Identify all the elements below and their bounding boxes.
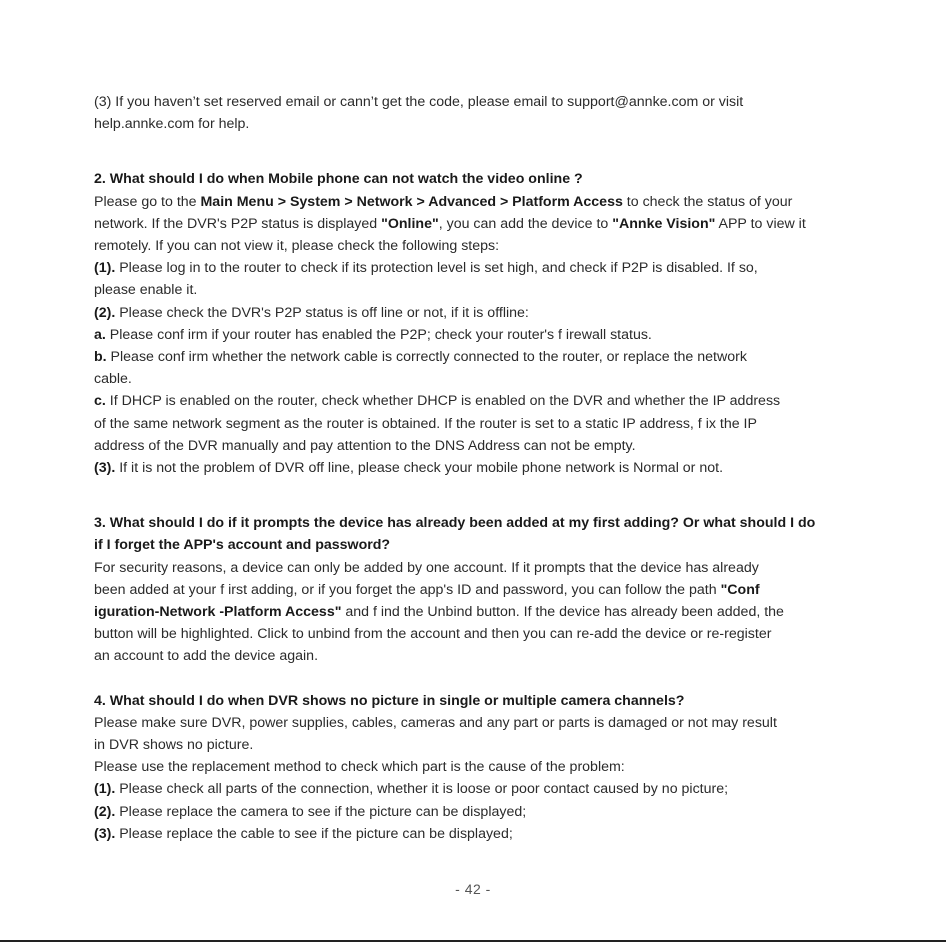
sub-text: If DHCP is enabled on the router, check whether DHCP is enabled on the DVR and whether the IP address	[105, 393, 781, 410]
sub-label: a.	[94, 326, 106, 343]
q4-paragraph-line: Please use the replacement method to check which part is the cause of the problem:	[94, 759, 625, 776]
q2-text: to check the status of your	[622, 193, 793, 210]
step-label: (1).	[94, 260, 116, 277]
q2-menu-path: Main Menu > System > Network > Advanced > Platform Access	[200, 193, 623, 210]
q3-text: and f ind the Unbind button. If the device has already been added, the	[341, 604, 784, 621]
q4-paragraph-line: in DVR shows no picture.	[94, 737, 254, 754]
step-text: Please replace the cable to see if the picture can be displayed;	[115, 825, 513, 842]
sub-label: c.	[94, 393, 106, 410]
step-text: Please replace the camera to see if the picture can be displayed;	[115, 803, 527, 820]
step-text: If it is not the problem of DVR off line, please check your mobile phone network is Normal or not.	[115, 460, 724, 477]
q2-paragraph-line	[94, 191, 864, 213]
step-text: Please check the DVR's P2P status is off line or not, if it is offline:	[115, 304, 529, 321]
q4-step-2	[94, 801, 864, 823]
q3-path: iguration-Network -Platform Access"	[94, 604, 342, 621]
q4-paragraph-line: Please make sure DVR, power supplies, cables, cameras and any part or parts is damaged or not may result	[94, 714, 777, 731]
q2-sub-c-cont: of the same network segment as the router is obtained. If the router is set to a static IP address, f ix the IP	[94, 415, 757, 432]
step-label: (1).	[94, 781, 116, 798]
sub-label: b.	[94, 349, 107, 366]
q2-sub-b-cont: cable.	[94, 371, 132, 388]
q3-text: been added at your f irst adding, or if you forget the app's ID and password, you can follow the path	[94, 581, 721, 598]
q2-step-2	[94, 302, 864, 324]
q3-heading-cont: if I forget the APP's account and password?	[94, 537, 391, 554]
step-label: (2).	[94, 803, 116, 820]
q2-paragraph-line	[94, 213, 864, 235]
q2-step-1-cont: please enable it.	[94, 282, 198, 299]
q2-text: network. If the DVR's P2P status is displayed	[94, 215, 382, 232]
q2-sub-a	[94, 324, 864, 346]
bottom-divider	[0, 940, 946, 942]
q2-text: , you can add the device to	[438, 215, 613, 232]
q2-sub-b	[94, 346, 864, 368]
q4-step-1	[94, 778, 864, 800]
q2-step-1	[94, 257, 864, 279]
q3-paragraph-line	[94, 579, 864, 601]
q2-app-name: "Annke Vision"	[612, 215, 716, 232]
q2-step-3	[94, 457, 864, 479]
q4-step-3	[94, 823, 864, 845]
q2-sub-c-cont: address of the DVR manually and pay attention to the DNS Address can not be empty.	[94, 437, 636, 454]
intro-line-2: help.annke.com for help.	[94, 116, 250, 133]
document-body	[94, 91, 864, 845]
q3-heading: 3. What should I do if it prompts the device has already been added at my first adding? Or what should I do	[94, 515, 816, 532]
q3-paragraph-line: an account to add the device again.	[94, 648, 319, 665]
step-label: (3).	[94, 825, 116, 842]
intro-line-1: (3) If you haven’t set reserved email or cann’t get the code, please email to support@annke.com or visit	[94, 94, 744, 110]
q2-paragraph-line: remotely. If you can not view it, please check the following steps:	[94, 238, 500, 255]
step-text: Please check all parts of the connection, whether it is loose or poor contact caused by no picture;	[115, 781, 729, 798]
step-text: Please log in to the router to check if its protection level is set high, and check if P2P is disabled. If so,	[115, 260, 758, 277]
sub-text: Please conf irm whether the network cable is correctly connected to the router, or replace the network	[106, 349, 747, 366]
q2-sub-c	[94, 390, 864, 412]
q2-text: APP to view it	[715, 215, 806, 232]
sub-text: Please conf irm if your router has enabled the P2P; check your router's f irewall status.	[105, 326, 652, 343]
q3-paragraph-line: For security reasons, a device can only be added by one account. If it prompts that the device has already	[94, 559, 759, 576]
q4-heading: 4. What should I do when DVR shows no picture in single or multiple camera channels?	[94, 692, 685, 709]
q3-paragraph-line	[94, 601, 864, 623]
step-label: (2).	[94, 304, 116, 321]
q3-paragraph-line: button will be highlighted. Click to unbind from the account and then you can re-add the device or re-register	[94, 626, 772, 643]
q3-path: "Conf	[720, 581, 760, 598]
q2-heading: 2. What should I do when Mobile phone can not watch the video online ?	[94, 171, 583, 188]
q2-online-status: "Online"	[381, 215, 439, 232]
step-label: (3).	[94, 460, 116, 477]
q2-text: Please go to the	[94, 193, 201, 210]
page-number: - 42 -	[455, 881, 491, 897]
